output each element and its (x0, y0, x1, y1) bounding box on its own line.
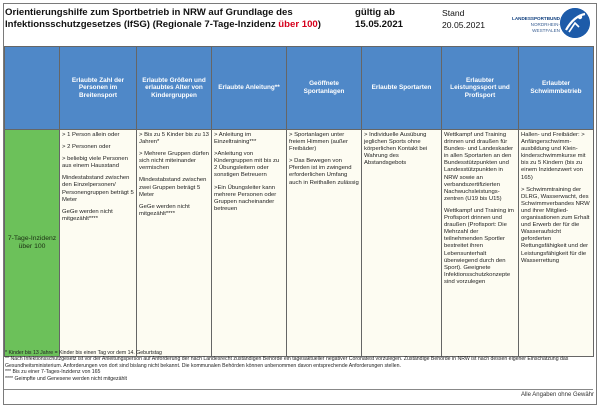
divider (4, 389, 593, 390)
cell-anleitung: > Anleitung im Einzeltraining*** >Anleitung von Kindergruppen mit bis zu 2 Übungsleitern oder sonstigen Betreuern >Ein Übungsleiter kann mehrere Personen oder Gruppen nacheinander betreuen (212, 130, 287, 357)
logo-wordmark (506, 16, 560, 34)
cell-leistungssport: Wettkampf und Training drinnen und draußen für Bundes- und Landeskader in allen Sportarten an den Bundesstützpunkten und Landesstützpunkten in NRW sowie an verbandszertifizierten Nachwuchsleistungs-zentren (U19 bis U15) Wettkampf und Training im Profisport drinnen und draußen (Profisport: Die Mehrzahl der teilnehmenden Sportler bestreitet ihren Lebensunterhalt überwiegend durch den Sport). Geeignete Infektionsschutzkonzepte sind vorzulegen (442, 130, 519, 357)
disclaimer: Alle Angaben ohne Gewähr (520, 392, 594, 398)
table-header-row (5, 47, 594, 130)
column-header: Erlaubte Größen und erlaubtes Alter von Kindergruppen (137, 47, 212, 130)
landessportbund-logo-icon (560, 8, 590, 38)
cell-schwimmbetrieb: Hallen- und Freibäder: > Anfängerschwimm-ausbildung und Klein-kinderschwimmkurse mit bis zu 5 Kindern (bis zu einem Inzidenzwert von 165) > Schwimmtraining der DLRG, Wasserwacht, des Schwimmverbandes NRW und ihrer Mitglied-organisationen zum Erhalt und Erwerb der für die Wasseraufsicht geforderten Rettungsfähigkeit und der Leistungsfähigkeit für die Wasserrettung (519, 130, 594, 357)
cell-personen: > 1 Person allein oder > 2 Personen oder > beliebig viele Personen aus einem Hausstand Mindestabstand zwischen den Einzelpersonen/ Personengruppen beträgt 5 Meter GeGe werden nicht mitgezählt**** (60, 130, 137, 357)
footnote: ** Nach Infektionsschutzgesetz ist vor der Anleitungsperson auf Anforderung der nach Landesrecht zuständigen Behörde ein tagesaktueller negativer Coronatest vorzulegen. Zuständige Behörde in NRW ist nach dessen eigener Einschätzung das Gesundheitsministerium. Anforderungen von dort sind bislang nicht bekannt. Die kommunalen Behörden können unbenommen davon entsprechende Anforderungen stellen. (5, 356, 569, 369)
valid-date: 15.05.2021 (355, 19, 404, 30)
stand-info (442, 7, 485, 31)
title-line-2: Infektionsschutzgesetzes (IfSG) (Regionale 7-Tage-Inzidenz über 100) (5, 19, 321, 30)
logo-name: LANDESSPORTBUND (512, 16, 560, 21)
footnotes (5, 350, 591, 382)
logo-sub: NORDRHEIN-WESTFALEN (530, 22, 560, 33)
stand-date: 20.05.2021 (442, 20, 486, 30)
column-header: Erlaubter Schwimmbetrieb (519, 47, 594, 130)
valid-from (355, 7, 403, 31)
footnote: * Kinder bis 13 Jahre = Kinder bis einen Tag vor dem 14. Geburtstag (5, 350, 162, 356)
column-header: Erlaubte Zahl der Personen im Breitensport (60, 47, 137, 130)
stand-label: Stand (442, 8, 465, 18)
column-header: Erlaubter Leistungssport und Profisport (442, 47, 519, 130)
column-header: Geöffnete Sportanlagen (287, 47, 362, 130)
header-corner (5, 47, 60, 130)
row-label-incidence: 7-Tage-Inzidenz über 100 (5, 130, 60, 357)
cell-kindergruppen: > Bis zu 5 Kinder bis zu 13 Jahren* > Mehrere Gruppen dürfen sich nicht miteinander vermischen Mindestabstand zwischen zwei Gruppen beträgt 5 Meter GeGe werden nicht mitgezählt**** (137, 130, 212, 357)
title-line-1: Orientierungshilfe zum Sportbetrieb in NRW auf Grundlage des (5, 7, 293, 18)
rules-table (4, 46, 594, 357)
footnote: **** Geimpfte und Genesene werden nicht mitgezählt (5, 375, 127, 382)
title-highlight: über 100 (278, 19, 318, 30)
cell-sportanlagen: > Sportanlagen unter freiem Himmen (außer Freibäder) > Das Bewegen von Pferden ist im zwingend erforderlichen Umfang auch in Reithallen zulässig (287, 130, 362, 357)
column-header: Erlaubte Sportarten (362, 47, 442, 130)
table-row (5, 130, 594, 357)
cell-sportarten: > Individuelle Ausübung jeglichen Sports ohne körperlichen Kontakt bei Wahrung des Abstandsgebots (362, 130, 442, 357)
footnote: *** Bis zu einer 7-Tages-Inzidenz von 165 (5, 369, 101, 376)
page-title (5, 7, 350, 31)
column-header: Erlaubte Anleitung** (212, 47, 287, 130)
valid-label: gültig ab (355, 7, 395, 18)
